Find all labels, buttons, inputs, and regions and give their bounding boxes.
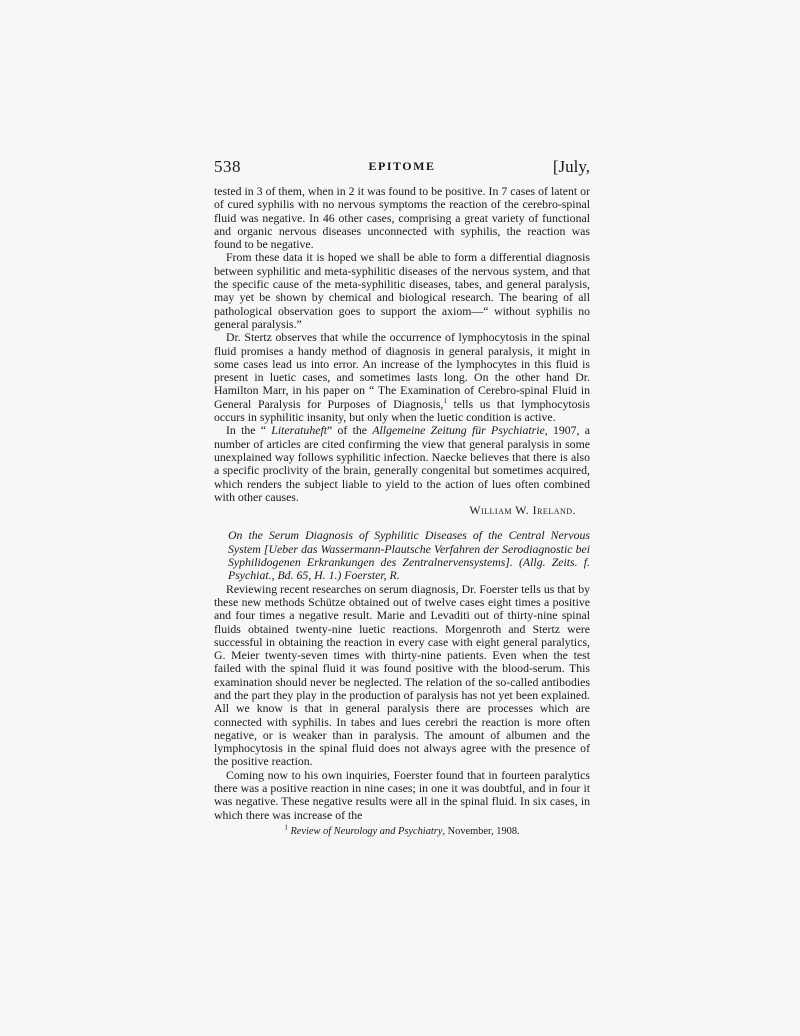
- author-signature: William W. Ireland.: [469, 503, 576, 518]
- paragraph: Coming now to his own inquiries, Foerster found that in fourteen paralytics there was a positive reaction in nine cases; in one it was doubtful, and in four it was negative. These negative results were all in the spinal fluid. In six cases, in which there was increase of the: [214, 767, 590, 822]
- footnote: [214, 823, 590, 837]
- paragraph: tested in 3 of them, when in 2 it was found to be positive. In 7 cases of latent or of cured syphilis with no nervous symptoms the reaction of the cerebro-spinal fluid was negative. In 46 other cases, comprising a great variety of functional and organic nervous diseases unconnected with syphilis, the reaction was found to be negative.: [214, 184, 590, 252]
- running-header: [214, 157, 590, 181]
- paragraph: From these data it is hoped we shall be able to form a differential diagnosis between syphilitic and meta-syphilitic diseases of the nervous system, and that the specific cause of the meta-syphilitic diseases, tabes, and general paralysis, may yet be shown by chemical and biological research. The bearing of all pathological observation goes to support the axiom—“ without syphilis no general paralysis.”: [214, 250, 590, 331]
- paragraph-text: , 1907, a number of articles are cited confirming the view that general paralysis in some unexplained way follows syphilitic infection. Naecke believes that there is also a specific proclivity of the brain, generally congenital but sometimes acquired, which renders the subject liable to yield to the action of lues often combined with other causes.: [214, 423, 591, 504]
- running-month: [July,: [552, 157, 590, 176]
- page-body: [214, 185, 590, 822]
- paragraph-text: In the “: [226, 423, 272, 438]
- article-title-main: On the Serum Diagnosis of Syphilitic Diseases of the Central Nervous System: [228, 528, 590, 556]
- journal-name: Literatuheft: [271, 423, 328, 438]
- paragraph-text: ” of the: [327, 423, 373, 438]
- footnote-ref: 1: [443, 396, 447, 405]
- paragraph: [214, 424, 590, 504]
- paragraph: Reviewing recent researches on serum diagnosis, Dr. Foerster tells us that by these new methods Schütze obtained out of twelve cases eight times a positive and four times a negative result. Marie and Levaditi out of thirty-nine spinal fluids obtained twenty-nine luetic reactions. Morgenroth and Stertz were successful in obtaining the reaction in every case with eight general paralytics, G. Meier twenty-seven times with thirty-nine patients. Even when the test failed with the spinal fluid it was found positive with the blood-serum. This examination should never be neglected. The relation of the so-called antibodies and the part they play in the production of paralysis has not yet been explained. All we know is that in general paralysis there are processes which are connected with syphilis. In tabes and lues cerebri the reaction is more often negative, or is weaker than in paralysis. The amount of albumen and the lymphocytosis in the spinal fluid does not always agree with the presence of the positive reaction.: [214, 581, 590, 769]
- paragraph-text: tells us that lymphocytosis occurs in syphilitic insanity, but only when the luetic condition is active.: [214, 396, 590, 425]
- paragraph: [214, 331, 590, 424]
- running-title: EPITOME: [368, 159, 436, 173]
- page-number: 538: [214, 157, 241, 176]
- article-title: [214, 529, 590, 582]
- footnote-marker: 1: [284, 823, 288, 832]
- article-title-citation: [Ueber das Wassermann-Plautsche Verfahren der Serodiagnostic bei Syphilidogenen Erkrankungen des Zentralnervensystems]. (Allg. Zeits. f. Psychiat., Bd. 65, H. 1.) Foerster, R.: [228, 541, 590, 583]
- footnote-text: , November, 1908.: [442, 826, 520, 837]
- footnote-journal: Review of Neurology and Psychiatry: [290, 826, 443, 837]
- paragraph-text: Dr. Stertz observes that while the occurrence of lymphocytosis in the spinal fluid promises a handy method of diagnosis in general paralysis, it might in some cases lead us into error. An increase of the lymphocytes in this fluid is present in luetic cases, and sometimes lasts long. On the other hand Dr. Hamilton Marr, in his paper on “ The Examination of Cerebro-spinal Fluid in General Paralysis for Purposes of Diagnosis,: [214, 330, 590, 411]
- journal-name: Allgemeine Zeitung für Psychiatrie: [372, 423, 545, 438]
